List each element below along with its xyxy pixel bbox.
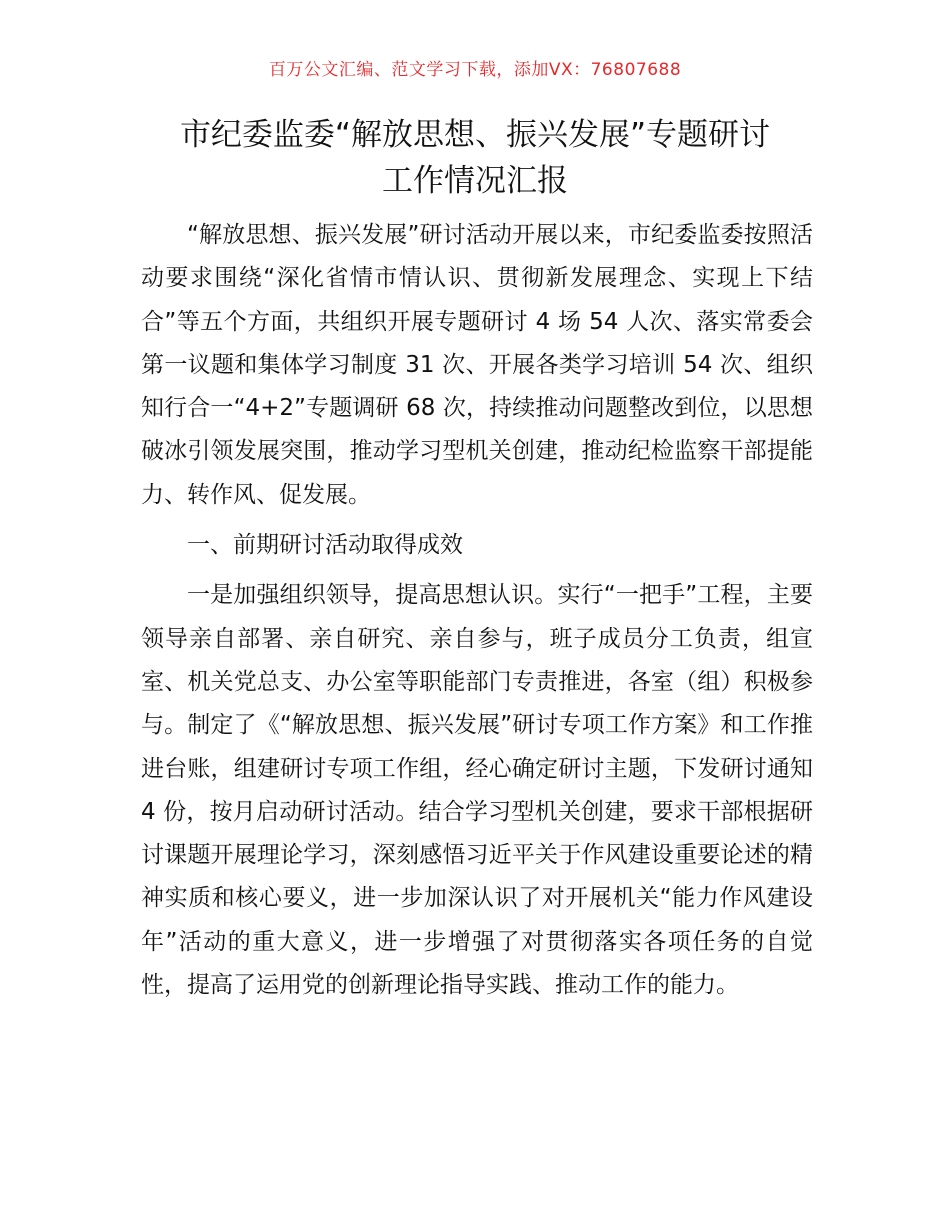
section-heading: 一、前期研讨活动取得成效 — [187, 532, 463, 559]
document-title — [120, 112, 830, 204]
header-watermark-text: 百万公文汇编、范文学习下载，添加VX：76807688 — [268, 60, 682, 80]
title-line-2: 工作情况汇报 — [382, 163, 568, 199]
intro-paragraph: “解放思想、振兴发展”研讨活动开展以来，市纪委监委按照活动要求围绕“深化省情市情认识、贯彻新发展理念、实现上下结合”等五个方面，共组织开展专题研讨 4 场 54 人次、落实常委会第一议题和集体学习制度 31 次、开展各类学习培训 54 次、组织知行合一“4+2”专题调研 68 次，持续推动问题整改到位，以思想破冰引领发展突围，推动学习型机关创建，推动纪检监察干部提能力、转作风、促发展。 — [141, 222, 813, 508]
body-paragraph: 一是加强组织领导，提高思想认识。实行“一把手”工程，主要领导亲自部署、亲自研究、亲自参与，班子成员分工负责，组宣室、机关党总支、办公室等职能部门专责推进，各室（组）积极参与。制定了《“解放思想、振兴发展”研讨专项工作方案》和工作推进台账，组建研讨专项工作组，经心确定研讨主题，下发研讨通知 4 份，按月启动研讨活动。结合学习型机关创建，要求干部根据研讨课题开展理论学习，深刻感悟习近平关于作风建设重要论述的精神实质和核心要义，进一步加深认识了对开展机关“能力作风建设年”活动的重大意义，进一步增强了对贯彻落实各项任务的自觉性，提高了运用党的创新理论指导实践、推动工作的能力。 — [141, 582, 813, 999]
document-body — [141, 214, 813, 1007]
title-line-1: 市纪委监委“解放思想、振兴发展”专题研讨 — [179, 117, 771, 153]
